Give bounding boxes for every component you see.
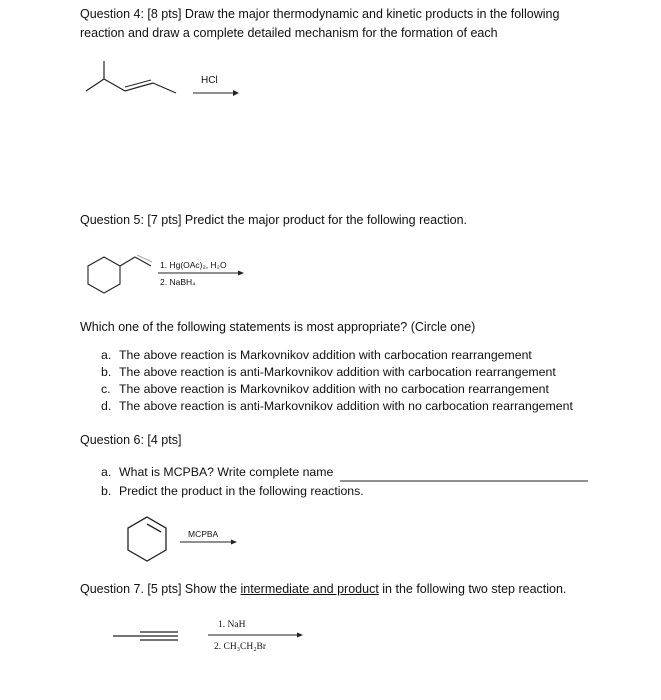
- q7-arrow: [208, 633, 303, 638]
- q7-title: [80, 582, 566, 596]
- option-text: The above reaction is anti-Markovnikov addition with no carbocation rearrangement: [119, 399, 573, 413]
- part-text: Predict the product in the following reactions.: [119, 484, 364, 498]
- option-text: The above reaction is Markovnikov addition with no carbocation rearrangement: [119, 382, 549, 396]
- option-label: d.: [101, 399, 112, 413]
- q6-reagent: MCPBA: [188, 529, 219, 539]
- q7-title-prefix: Question 7. [5 pts] Show the: [80, 582, 241, 596]
- q7-title-underlined: intermediate and product: [240, 582, 379, 596]
- q5-reagent1: 1. Hg(OAc)₂, H₂O: [160, 260, 227, 270]
- part-text: What is MCPBA? Write complete name: [119, 465, 334, 479]
- q6-arrow: [180, 540, 237, 545]
- q4-line1: Question 4: [8 pts] Draw the major thermodynamic and kinetic products in the following: [80, 7, 560, 21]
- q6-cyclohexene-structure: [128, 517, 166, 561]
- option-text: The above reaction is Markovnikov addition with carbocation rearrangement: [119, 348, 532, 362]
- q5-option-b[interactable]: [101, 365, 556, 379]
- q7-reagent2: 2. CH₃CH₂Br: [214, 642, 267, 652]
- q7-reagent1: 1. NaH: [218, 620, 246, 630]
- q7-alkyne-structure: [113, 632, 178, 640]
- q4-arrow: [193, 90, 239, 96]
- q4-line2: reaction and draw a complete detailed mechanism for the formation of each: [80, 26, 498, 40]
- part-label: b.: [101, 484, 112, 498]
- q5-prompt: Which one of the following statements is most appropriate? (Circle one): [80, 320, 476, 334]
- q5-option-a[interactable]: [101, 348, 532, 362]
- q5-option-d[interactable]: [101, 399, 573, 413]
- q5-arrow: [158, 271, 244, 276]
- q6-title: Question 6: [4 pts]: [80, 433, 182, 447]
- q7-title-suffix: in the following two step reaction.: [378, 582, 567, 596]
- q5-cyclohexane-structure: [88, 255, 152, 293]
- q4-reagent: HCl: [201, 75, 218, 86]
- q5-option-c[interactable]: [101, 382, 549, 396]
- option-label: b.: [101, 365, 112, 379]
- q5-reagent2: 2. NaBH₄: [160, 277, 196, 287]
- q5-title: Question 5: [7 pts] Predict the major product for the following reaction.: [80, 213, 468, 227]
- q4-alkene-structure: [86, 61, 176, 93]
- q6-part-a: [101, 465, 333, 479]
- part-label: a.: [101, 465, 112, 479]
- option-label: a.: [101, 348, 112, 362]
- q6-part-b: [101, 484, 364, 498]
- option-label: c.: [101, 382, 111, 396]
- option-text: The above reaction is anti-Markovnikov addition with carbocation rearrangement: [119, 365, 556, 379]
